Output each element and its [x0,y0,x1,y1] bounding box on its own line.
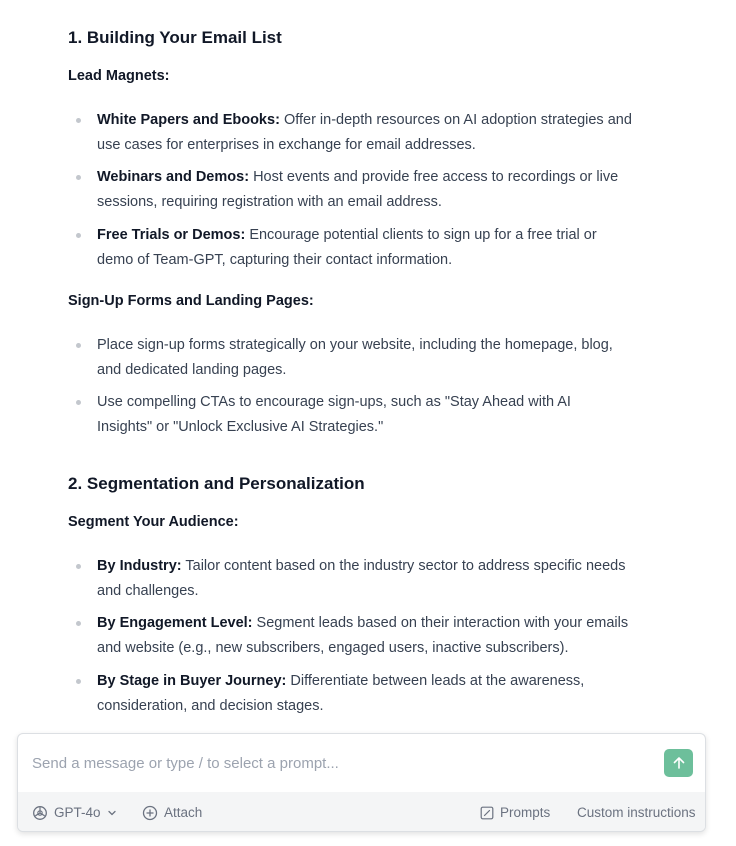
item-text: sessions, requiring registration with an email address. [97,194,442,210]
message-input[interactable] [18,734,658,792]
item-text: Encourage potential clients to sign up for a free trial or [249,227,597,243]
chevron-down-icon [107,808,117,818]
list-item [68,390,668,440]
bullet-dot [76,343,81,348]
item-label: Free Trials or Demos: [97,227,246,243]
item-text: Insights" or "Unlock Exclusive AI Strategies." [97,419,384,435]
bullet-dot [76,400,81,405]
item-text: and challenges. [97,583,199,599]
item-text: and website (e.g., new subscribers, engaged users, inactive subscribers). [97,640,569,656]
item-text: Segment leads based on their interaction with your emails [256,615,629,631]
item-label: By Industry: [97,558,182,574]
bullet-dot [76,564,81,569]
list-item [68,554,668,604]
arrow-up-icon [672,756,686,770]
list-item [68,165,668,215]
item-label: By Engagement Level: [97,615,253,631]
custom-instructions-button[interactable] [577,792,696,832]
item-label: White Papers and Ebooks: [97,112,280,128]
item-text: and dedicated landing pages. [97,362,287,378]
section-title: 1. Building Your Email List [68,28,282,47]
group-heading: Lead Magnets: [68,68,170,84]
section-title: 2. Segmentation and Personalization [68,474,365,493]
attach-button[interactable] [142,792,202,832]
message-composer [17,733,706,832]
openai-logo-icon [32,805,48,821]
group-heading: Segment Your Audience: [68,514,239,530]
bullet-dot [76,233,81,238]
item-text: use cases for enterprises in exchange for email addresses. [97,137,476,153]
custom-instructions-label: Custom instructions [577,805,696,820]
item-label: By Stage in Buyer Journey: [97,673,287,689]
item-text: Differentiate between leads at the awareness, [290,673,585,689]
prompts-label: Prompts [500,805,551,820]
send-button[interactable] [664,749,693,777]
bullet-dot [76,679,81,684]
model-label: GPT-4o [54,805,101,820]
item-text: consideration, and decision stages. [97,698,324,714]
item-text: Tailor content based on the industry sector to address specific needs [185,558,626,574]
group-heading: Sign-Up Forms and Landing Pages: [68,293,314,309]
attach-label: Attach [164,805,203,820]
plus-circle-icon [142,805,158,821]
bullet-dot [76,621,81,626]
item-text: demo of Team-GPT, capturing their contact information. [97,252,453,268]
list-item [68,223,668,273]
list-item [68,611,668,661]
bullet-dot [76,118,81,123]
model-selector[interactable] [32,792,117,832]
list-item [68,108,668,158]
item-text: Place sign-up forms strategically on your website, including the homepage, blog, [97,337,613,353]
prompts-button[interactable] [480,792,550,832]
composer-toolbar [18,792,705,832]
bullet-dot [76,175,81,180]
list-item [68,669,668,719]
item-text: Host events and provide free access to recordings or live [253,169,619,185]
prompt-box-icon [480,806,494,820]
item-text: Use compelling CTAs to encourage sign-ups, such as "Stay Ahead with AI [97,394,571,410]
list-item [68,333,668,383]
item-text: Offer in-depth resources on AI adoption strategies and [283,112,632,128]
item-label: Webinars and Demos: [97,169,250,185]
